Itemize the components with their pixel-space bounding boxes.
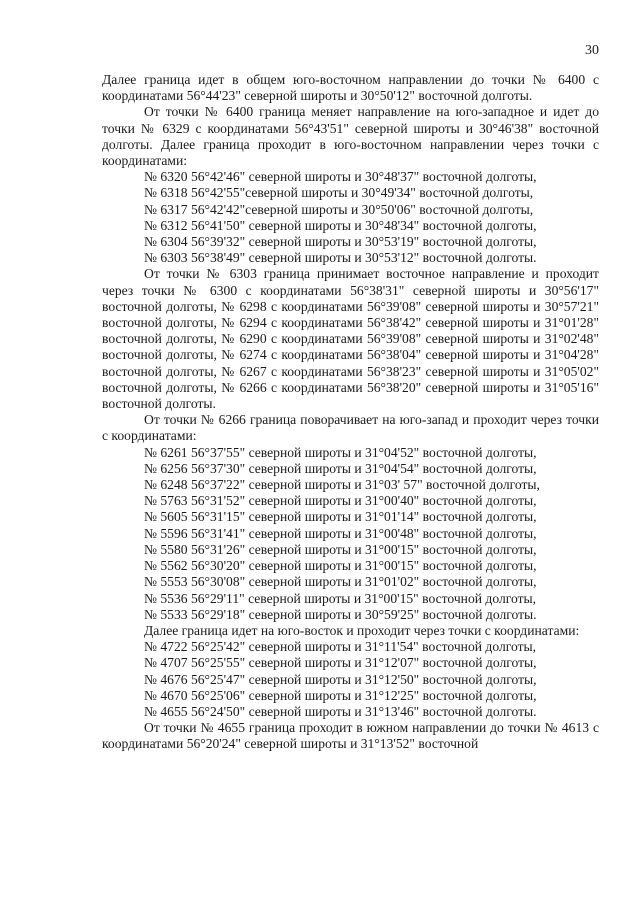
coordinate-list-southwest (102, 445, 599, 623)
paragraph-border-southeast: Далее граница идет на юго-восток и проходит через точки с координатами: (144, 622, 580, 638)
coordinate-item: № 4676 56°25'47" северной широты и 31°12'50" восточной долготы, (144, 671, 537, 687)
paragraph-border-east: От точки № 6303 граница принимает восточное направление и проходит через точки № 6300 с координатами 56°38'31" северной широты и 30°56'17" восточной долготы, № 6298 с координатами 56°39'08" северной широты и 30°57'21" восточной долготы, № 6294 с координатами 56°38'42" северной широты и 31°01'28" восточной долготы, № 6290 с координатами 56°39'08" северной широты и 31°02'48" восточной долготы, № 6274 с координатами 56°38'04" северной широты и 31°04'28" восточной долготы, № 6267 с координатами 56°38'23" северной широты и 31°05'02" восточной долготы, № 6266 с координатами 56°38'20" северной широты и 31°05'16" восточной долготы. (102, 266, 599, 412)
coordinate-item: № 5562 56°30'20" северной широты и 31°00'15" восточной долготы, (144, 558, 537, 574)
coordinate-list-southeast (102, 169, 599, 266)
document-body (102, 72, 599, 753)
paragraph-border-southwest: От точки № 6266 граница поворачивает на юго-запад и проходит через точки с координатами: (102, 412, 599, 444)
coordinate-item: № 6261 56°37'55" северной широты и 31°04'52" восточной долготы, (144, 444, 537, 460)
coordinate-item: № 6318 56°42'55"северной широты и 30°49'34" восточной долготы, (144, 185, 534, 201)
page-number: 30 (585, 43, 599, 58)
coordinate-item: № 5605 56°31'15" северной широты и 31°01'14" восточной долготы, (144, 509, 537, 525)
coordinate-item: № 4655 56°24'50" северной широты и 31°13'46" восточной долготы. (144, 703, 537, 719)
paragraph-border-6329: От точки № 6400 граница меняет направление на юго-западное и идет до точки № 6329 с координатами 56°43'51" северной широты и 30°46'38" восточной долготы. Далее граница проходит в юго-восточном направлении через точки с координатами: (102, 104, 599, 169)
paragraph-border-south: От точки № 4655 граница проходит в южном направлении до точки № 4613 с координатами 56°20'24" северной широты и 31°13'52" восточной (102, 720, 599, 752)
coordinate-item: № 4670 56°25'06" северной широты и 31°12'25" восточной долготы, (144, 687, 537, 703)
coordinate-item: № 6256 56°37'30" северной широты и 31°04'54" восточной долготы, (144, 460, 537, 476)
coordinate-item: № 5763 56°31'52" северной широты и 31°00'40" восточной долготы, (144, 493, 537, 509)
coordinate-item: № 6317 56°42'42"северной широты и 30°50'06" восточной долготы, (144, 201, 534, 217)
coordinate-item: № 4722 56°25'42" северной широты и 31°11'54" восточной долготы, (144, 639, 537, 655)
coordinate-item: № 5536 56°29'11" северной широты и 31°00'15" восточной долготы, (144, 590, 537, 606)
coordinate-item: № 6304 56°39'32" северной широты и 30°53'19" восточной долготы, (144, 234, 537, 250)
coordinate-item: № 4707 56°25'55" северной широты и 31°12'07" восточной долготы, (144, 655, 537, 671)
coordinate-item: № 6248 56°37'22" северной широты и 31°03' 57" восточной долготы, (144, 477, 540, 493)
coordinate-item: № 5533 56°29'18" северной широты и 30°59'25" восточной долготы. (144, 606, 537, 622)
paragraph-border-6400: Далее граница идет в общем юго-восточном направлении до точки № 6400 с координатами 56°44'23" северной широты и 30°50'12" восточной долготы. (102, 72, 599, 104)
coordinate-item: № 6320 56°42'46" северной широты и 30°48'37" восточной долготы, (144, 169, 537, 185)
coordinate-item: № 5580 56°31'26" северной широты и 31°00'15" восточной долготы, (144, 541, 537, 557)
coordinate-item: № 5553 56°30'08" северной широты и 31°01'02" восточной долготы, (144, 574, 537, 590)
coordinate-list-southeast-2 (102, 639, 599, 720)
coordinate-item: № 5596 56°31'41" северной широты и 31°00'48" восточной долготы, (144, 525, 537, 541)
coordinate-item: № 6312 56°41'50" северной широты и 30°48'34" восточной долготы, (144, 217, 537, 233)
coordinate-item: № 6303 56°38'49" северной широты и 30°53'12" восточной долготы. (144, 250, 537, 266)
